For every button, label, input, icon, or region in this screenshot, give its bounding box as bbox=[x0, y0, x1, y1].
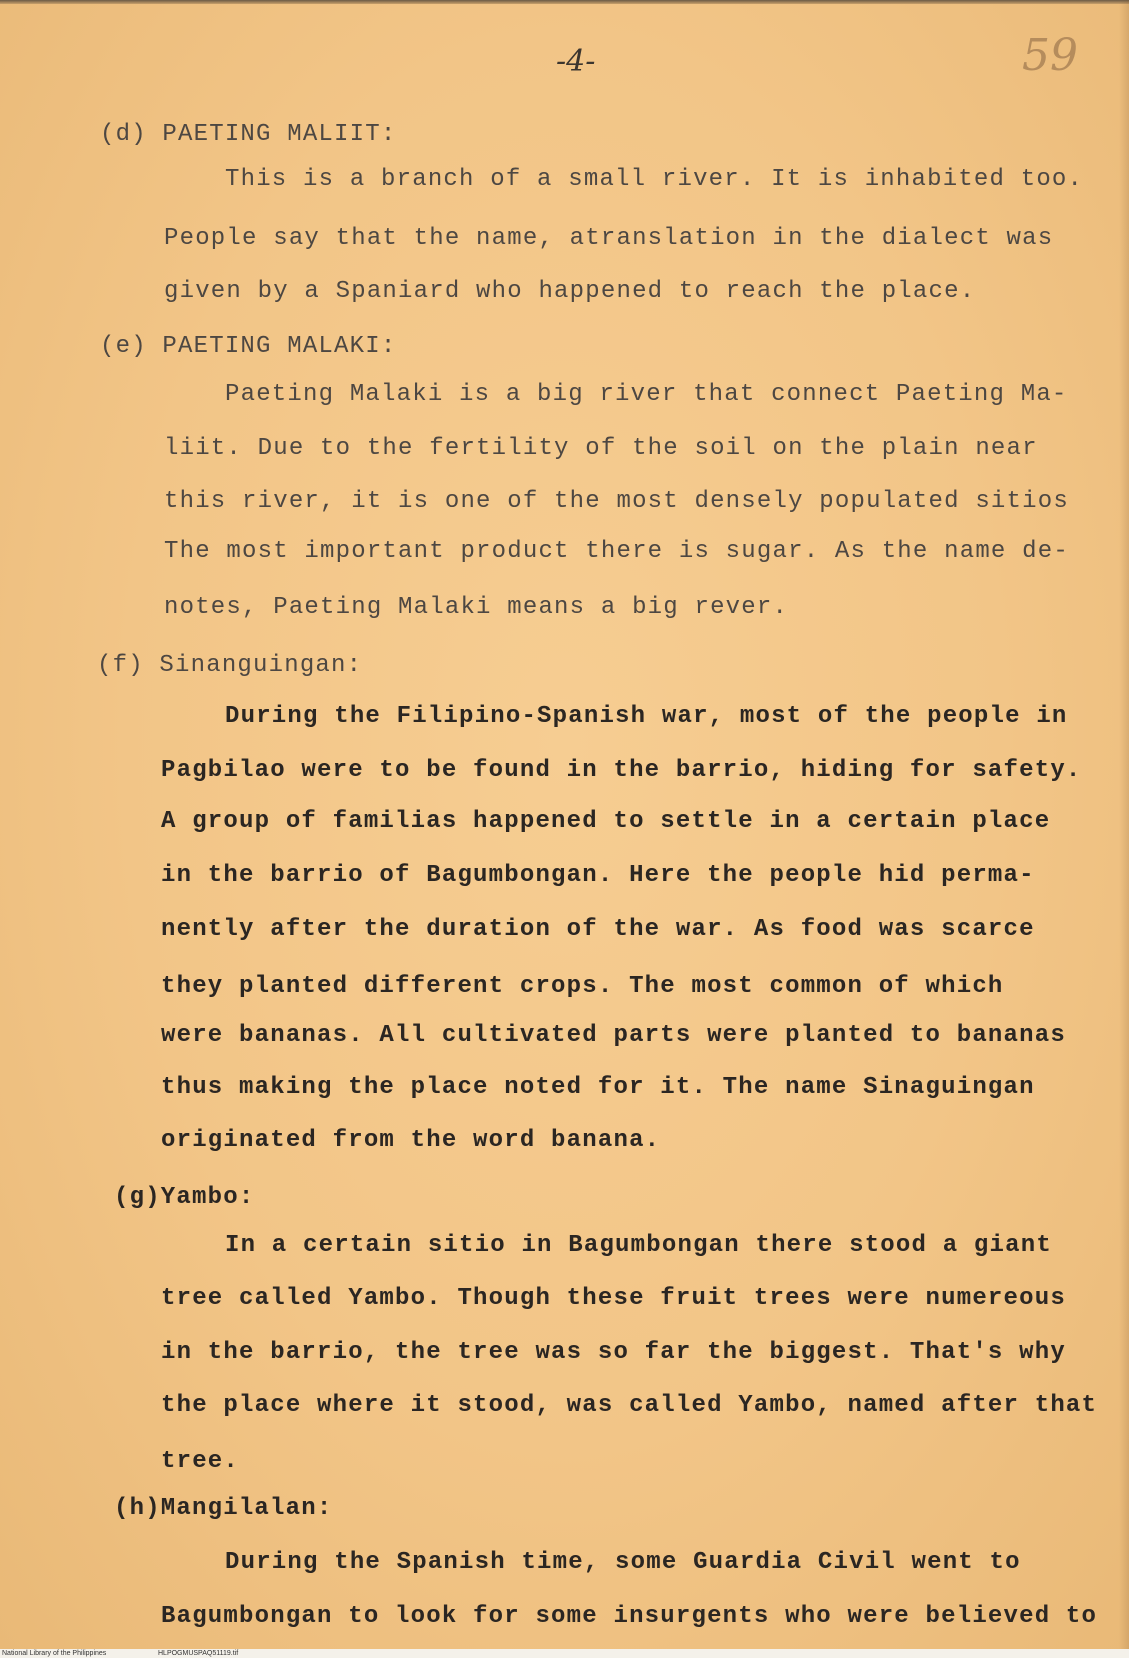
section-heading-e: (e) PAETING MALAKI: bbox=[100, 333, 397, 360]
text-line: in the barrio of Bagumbongan. Here the people hid perma- bbox=[161, 862, 1035, 889]
section-heading-f: (f) Sinanguingan: bbox=[97, 652, 363, 679]
text-line: During the Filipino-Spanish war, most of the people in bbox=[225, 703, 1068, 730]
text-line: In a certain sitio in Bagumbongan there stood a giant bbox=[225, 1232, 1052, 1259]
folio-number: 59 bbox=[1022, 30, 1078, 81]
section-heading-d: (d) PAETING MALIIT: bbox=[100, 121, 397, 148]
page-right-edge bbox=[1119, 0, 1129, 1649]
text-line: tree called Yambo. Though these fruit trees were numereous bbox=[161, 1285, 1066, 1312]
text-line: the place where it stood, was called Yambo, named after that bbox=[161, 1392, 1098, 1419]
text-line: originated from the word banana. bbox=[161, 1127, 661, 1154]
text-line: tree. bbox=[161, 1448, 240, 1475]
page-top-edge bbox=[0, 0, 1129, 4]
section-heading-g: (g)Yambo: bbox=[114, 1184, 255, 1211]
footer-library: National Library of the Philippines bbox=[2, 1650, 107, 1657]
text-line: liit. Due to the fertility of the soil on the plain near bbox=[164, 435, 1038, 462]
text-line: were bananas. All cultivated parts were planted to bananas bbox=[161, 1022, 1066, 1049]
text-line: Pagbilao were to be found in the barrio, hiding for safety. bbox=[161, 757, 1082, 784]
text-line: given by a Spaniard who happened to reach the place. bbox=[164, 278, 976, 305]
footer-filename: HLPOGMUSPAQ51119.tif bbox=[158, 1650, 239, 1657]
text-line: notes, Paeting Malaki means a big rever. bbox=[164, 594, 789, 621]
text-line: People say that the name, atranslation in the dialect was bbox=[164, 225, 1054, 252]
text-line: During the Spanish time, some Guardia Civil went to bbox=[225, 1549, 1021, 1576]
page-number: -4- bbox=[556, 44, 596, 79]
text-line: The most important product there is sugar. As the name de- bbox=[164, 538, 1069, 565]
text-line: Bagumbongan to look for some insurgents who were believed to bbox=[161, 1603, 1098, 1630]
text-line: they planted different crops. The most common of which bbox=[161, 973, 1004, 1000]
text-line: nently after the duration of the war. As food was scarce bbox=[161, 916, 1035, 943]
section-heading-h: (h)Mangilalan: bbox=[114, 1495, 333, 1522]
text-line: This is a branch of a small river. It is inhabited too. bbox=[225, 166, 1084, 193]
text-line: in the barrio, the tree was so far the biggest. That's why bbox=[161, 1339, 1066, 1366]
text-line: Paeting Malaki is a big river that connect Paeting Ma- bbox=[225, 381, 1068, 408]
text-line: A group of familias happened to settle in a certain place bbox=[161, 808, 1051, 835]
text-line: this river, it is one of the most densely populated sitios bbox=[164, 488, 1069, 515]
text-line: thus making the place noted for it. The name Sinaguingan bbox=[161, 1074, 1035, 1101]
scan-footer bbox=[0, 1649, 1129, 1658]
